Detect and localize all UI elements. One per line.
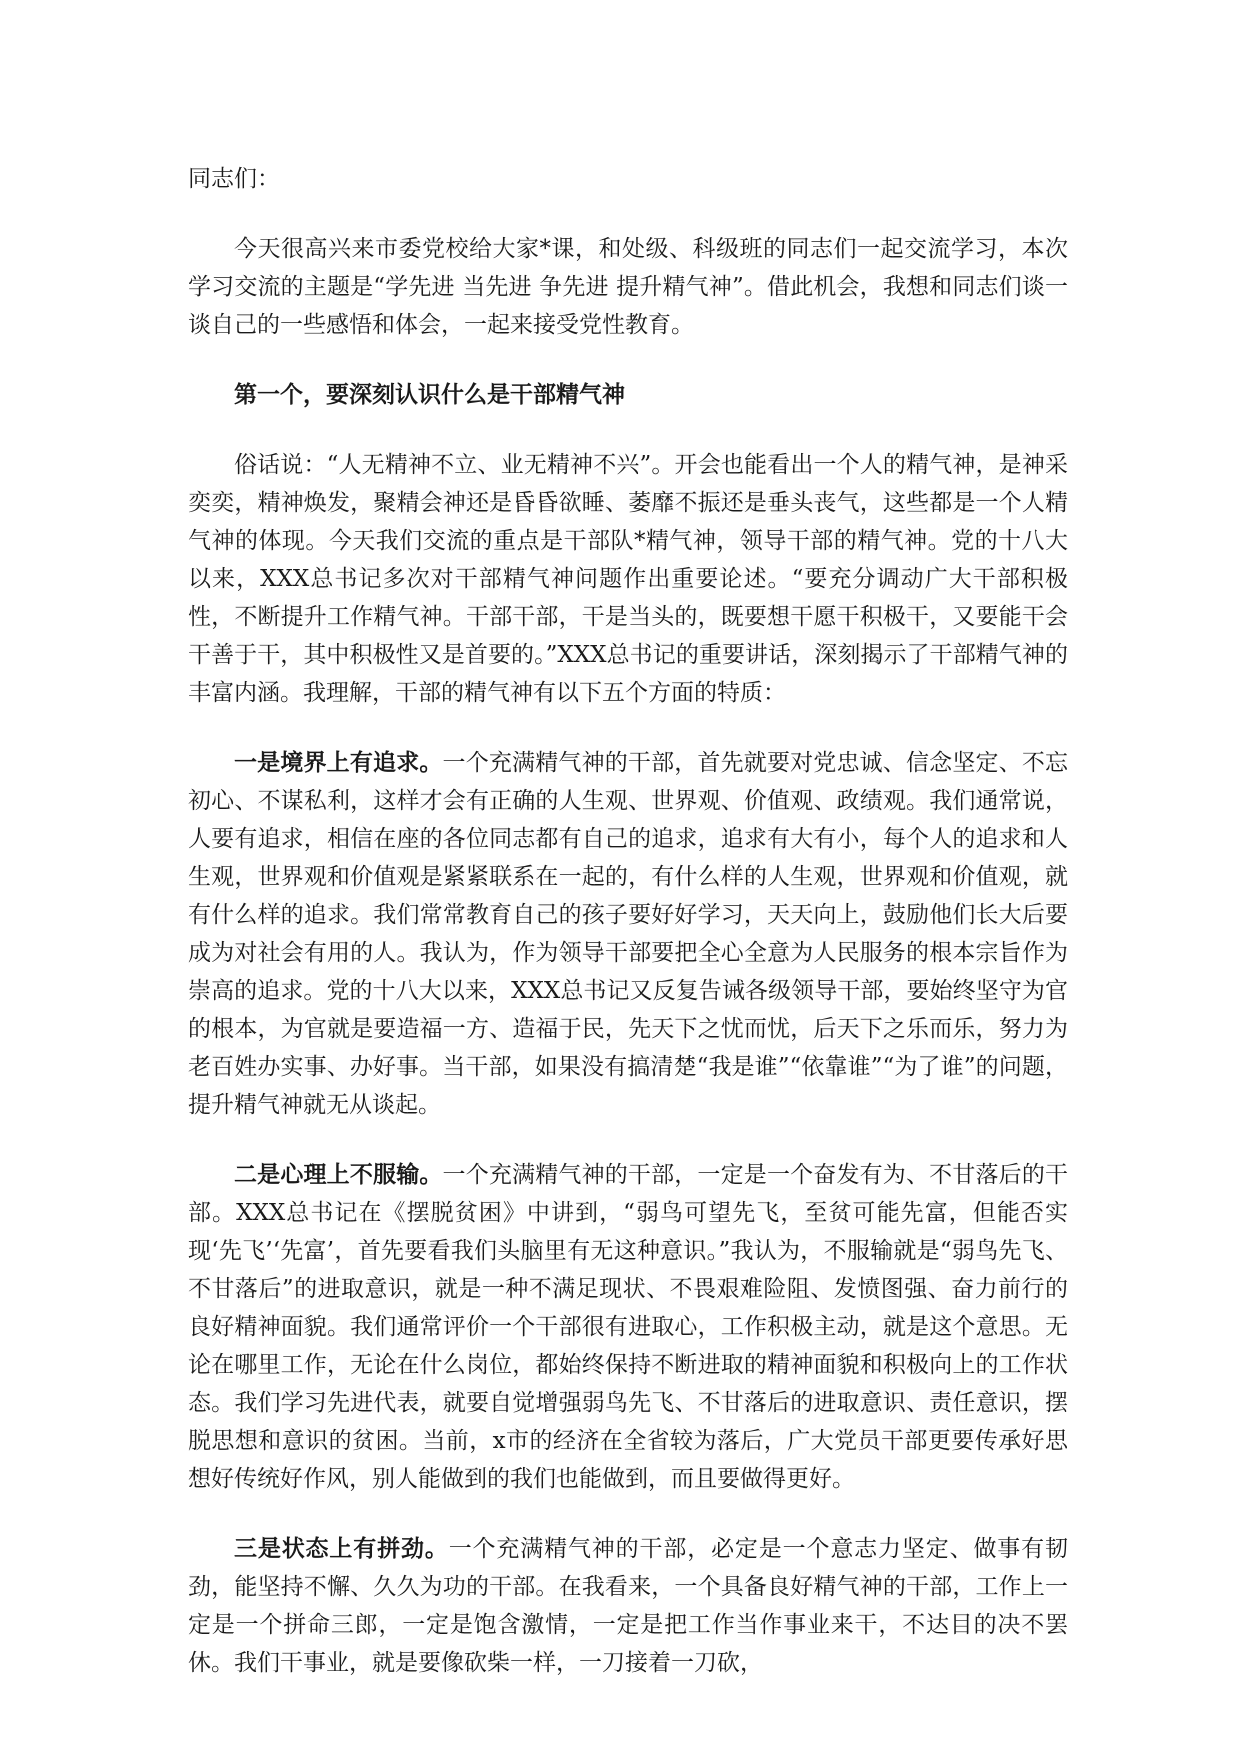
intro-paragraph: 今天很高兴来市委党校给大家*课，和处级、科级班的同志们一起交流学习，本次学习交流的主题是“学先进 当先进 争先进 提升精气神”。借此机会，我想和同志们谈一谈自己的一些感悟和体会，一起来接受党性教育。 <box>188 236 1068 338</box>
point-2-paragraph <box>188 1156 1068 1498</box>
point-2-body: 一个充满精气神的干部，一定是一个奋发有为、不甘落后的干部。XXX总书记在《摆脱贫困》中讲到，“弱鸟可望先飞，至贫可能先富，但能否实现‘先飞’‘先富’，首先要看我们头脑里有无这种意识。”我认为，不服输就是“弱鸟先飞、不甘落后”的进取意识，就是一种不满足现状、不畏艰难险阻、发愤图强、奋力前行的良好精神面貌。我们通常评价一个干部很有进取心，工作积极主动，就是这个意思。无论在哪里工作，无论在什么岗位，都始终保持不断进取的精神面貌和积极向上的工作状态。我们学习先进代表，就要自觉增强弱鸟先飞、不甘落后的进取意识、责任意识，摆脱思想和意识的贫困。当前，x市的经济在全省较为落后，广大党员干部更要传承好思想好传统好作风，别人能做到的我们也能做到，而且要做得更好。 <box>188 1162 1069 1492</box>
point-2-lead: 二是心理上不服输。 <box>234 1161 443 1188</box>
salutation: 同志们： <box>188 166 280 192</box>
point-1-lead: 一是境界上有追求。 <box>234 749 443 776</box>
point-1-paragraph <box>188 744 1068 1124</box>
point-3-lead: 三是状态上有拼劲。 <box>234 1535 449 1562</box>
document-body <box>188 160 1068 1714</box>
point-1-body: 一个充满精气神的干部，首先就要对党忠诚、信念坚定、不忘初心、不谋私利，这样才会有正确的人生观、世界观、价值观、政绩观。我们通常说，人要有追求，相信在座的各位同志都有自己的追求，追求有大有小，每个人的追求和人生观，世界观和价值观是紧紧联系在一起的，有什么样的人生观，世界观和价值观，就有什么样的追求。我们常常教育自己的孩子要好好学习，天天向上，鼓励他们长大后要成为对社会有用的人。我认为，作为领导干部要把全心全意为人民服务的根本宗旨作为崇高的追求。党的十八大以来，XXX总书记又反复告诫各级领导干部，要始终坚守为官的根本，为官就是要造福一方、造福于民，先天下之忧而忧，后天下之乐而乐，努力为老百姓办实事、办好事。当干部，如果没有搞清楚“我是谁”“依靠谁”“为了谁”的问题，提升精气神就无从谈起。 <box>188 750 1069 1118</box>
point-3-body: 一个充满精气神的干部，必定是一个意志力坚定、做事有韧劲，能坚持不懈、久久为功的干部。在我看来，一个具备良好精气神的干部，工作上一定是一个拼命三郎，一定是饱含激情，一定是把工作当作事业来干，不达目的决不罢休。我们干事业，就是要像砍柴一样，一刀接着一刀砍， <box>188 1536 1069 1676</box>
section-heading: 第一个，要深刻认识什么是干部精气神 <box>234 381 625 408</box>
saying-paragraph: 俗话说：“人无精神不立、业无精神不兴”。开会也能看出一个人的精气神，是神采奕奕，精神焕发，聚精会神还是昏昏欲睡、萎靡不振还是垂头丧气，这些都是一个人精气神的体现。今天我们交流的重点是干部队*精气神，领导干部的精气神。党的十八大以来，XXX总书记多次对干部精气神问题作出重要论述。“要充分调动广大干部积极性，不断提升工作精气神。干部干部，干是当头的，既要想干愿干积极干，又要能干会干善于干，其中积极性又是首要的。”XXX总书记的重要讲话，深刻揭示了干部精气神的丰富内涵。我理解，干部的精气神有以下五个方面的特质： <box>188 452 1068 706</box>
point-3-paragraph <box>188 1530 1068 1682</box>
